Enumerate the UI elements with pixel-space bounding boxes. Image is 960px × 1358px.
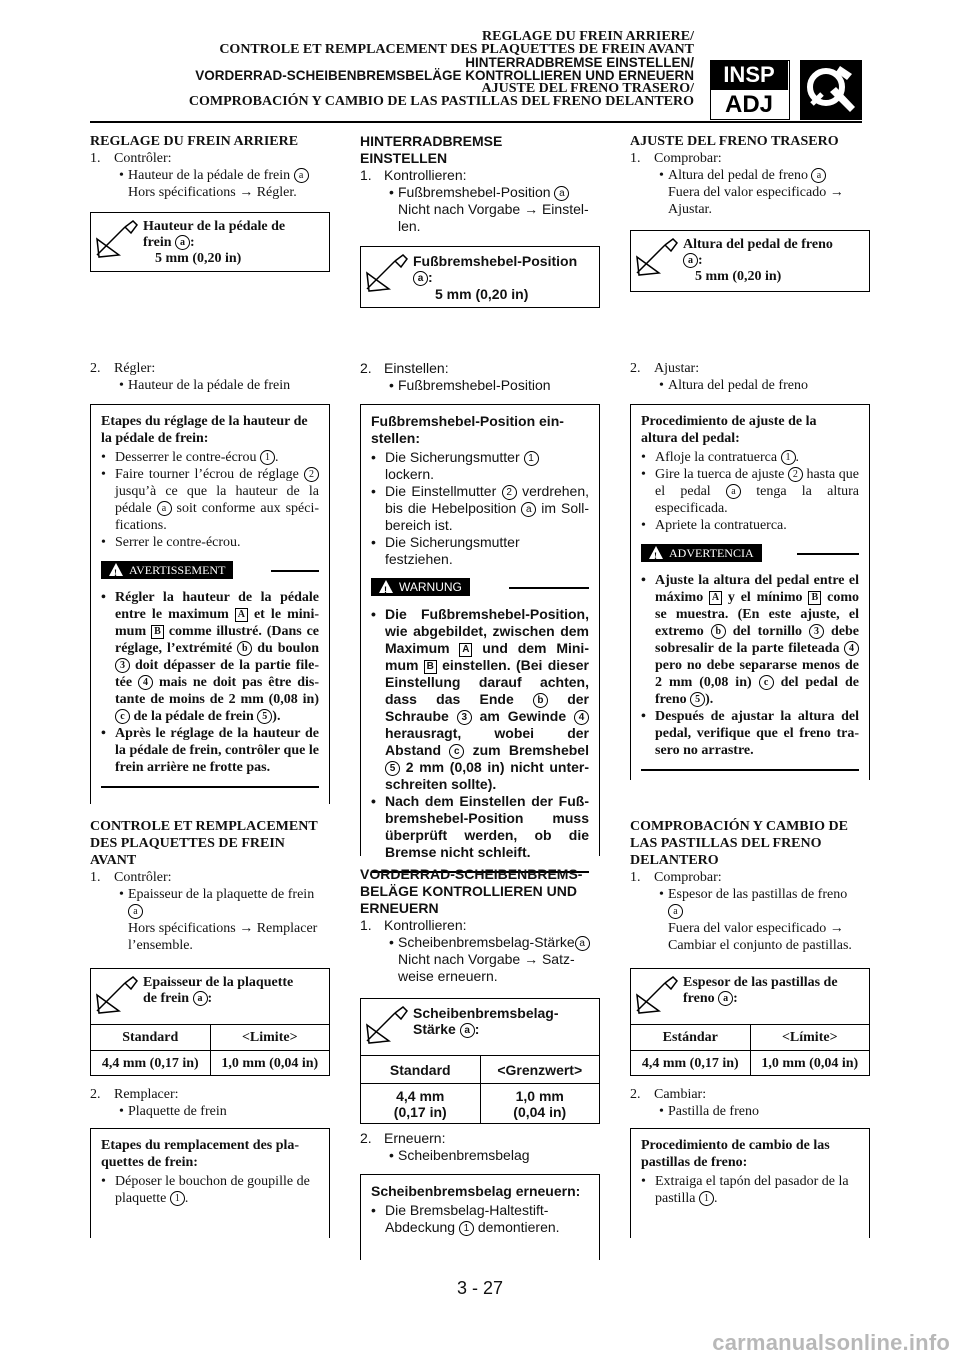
fr-procedure-title: Etapes du réglage de la hauteur de la pédale de frein: bbox=[101, 414, 308, 446]
es-title: AJUSTE DEL FRENO TRASERO bbox=[630, 134, 839, 149]
de-pads-section: VORDERRAD-SCHEIBENBREMS- BELÄGE KONTROLLIEREN UND ERNEUERN 1. Kontrollieren: • Scheibenbremsbelag-Stärke a Nicht nach Vorgabe → Satz- weise erneuern. bbox=[360, 866, 600, 985]
fr-step1-item: Hauteur de la pédale de frein bbox=[128, 168, 291, 183]
de-spec-pedal-position bbox=[360, 246, 600, 308]
fr-title: REGLAGE DU FREIN ARRIERE bbox=[90, 134, 299, 149]
spec-wrench-icon bbox=[635, 237, 679, 277]
column-spanish: AJUSTE DEL FRENO TRASERO 1. Comprobar: • Altura del pedal de freno a Fuera del valor especificado → Ajustar. bbox=[630, 133, 870, 218]
fr-step1: Contrôler: bbox=[114, 151, 172, 166]
es-pads-section: COMPROBACIÓN Y CAMBIO DE LAS PASTILLAS DEL FRENO DELANTERO 1. Comprobar: • Espesor de las pastillas de freno a Fuera del valor especificado → Cambiar el conjunto de pastillas. bbox=[630, 819, 852, 953]
de-spec-pad-thickness: Scheibenbremsbelag- Stärke a : Standard <Grenzwert> 4,4 mm (0,17 in) 1,0 mm (0,04 in) bbox=[360, 998, 600, 1124]
fr-step2-item: Hauteur de la pédale de frein bbox=[128, 378, 291, 393]
column-french bbox=[90, 133, 330, 201]
header-line-1: REGLAGE DU FREIN ARRIERE/ bbox=[482, 29, 694, 44]
section-tab bbox=[710, 60, 790, 120]
de-spec-title: Fußbremshebel-Position a : 5 mm (0,20 in) bbox=[413, 253, 578, 302]
step-number: 2. bbox=[90, 361, 101, 376]
header-line-4: VORDERRAD-SCHEIBENBREMSBELÄGE KONTROLLIEREN UND ERNEUERN bbox=[195, 68, 694, 83]
fr-spec-title: Hauteur de la pédale de frein a : 5 mm (0,20 in) bbox=[143, 219, 286, 266]
fr-proc-step: Desserrer le contre-écrou bbox=[115, 450, 257, 465]
step-number: 1. bbox=[90, 151, 101, 166]
es-spec2-title: Espesor de las pastillas de freno a : bbox=[683, 975, 838, 1006]
fr-pads-section: CONTROLE ET REMPLACEMENT DES PLAQUETTES DE FREIN AVANT 1. Contrôler: • Epaisseur de la plaquette de frein a Hors spécifications → Remplacer l’ensemble. bbox=[90, 818, 330, 954]
fr-spec2-title: Epaisseur de la plaquette de frein a : bbox=[143, 975, 294, 1006]
fr-replace-procedure: Etapes du remplacement des pla- quettes de frein: • Déposer le bouchon de goupille de plaquette 1 . bbox=[90, 1128, 330, 1238]
section-tab-insp: INSP bbox=[710, 60, 788, 89]
fr-step2: Régler: bbox=[114, 361, 156, 376]
de-title: HINTERRADBREMSE bbox=[360, 133, 503, 149]
header-rule bbox=[90, 121, 862, 123]
spec-wrench-icon bbox=[635, 975, 679, 1015]
fr-replace-step: 2. Remplacer: • Plaquette de frein bbox=[90, 1087, 227, 1119]
fr-spec-pad-thickness: Epaisseur de la plaquette de frein a : Standard <Limite> 4,4 mm (0,17 in) 1,0 mm (0,04 in) bbox=[90, 968, 330, 1076]
fr-warning-label: AVERTISSEMENT ! bbox=[101, 559, 319, 583]
header-line-5: AJUSTE DEL FRENO TRASERO/ bbox=[481, 81, 694, 96]
wrench-inspection-icon bbox=[800, 60, 862, 120]
de-replace-step: 2. Erneuern: • Scheibenbremsbelag bbox=[360, 1130, 530, 1163]
header-line-3: HINTERRADBREMSE EINSTELLEN/ bbox=[465, 55, 694, 70]
section-tab-adj: ADJ bbox=[710, 89, 788, 119]
es-spec-pedal-height bbox=[630, 230, 870, 292]
spec-wrench-icon bbox=[365, 1005, 409, 1045]
fr-step1-note: Hors spécifications → Régler. bbox=[128, 185, 297, 200]
callout-a: a bbox=[294, 168, 309, 183]
header-line-6: COMPROBACIÓN Y CAMBIO DE LAS PASTILLAS DEL FRENO DELANTERO bbox=[188, 94, 694, 109]
de-replace-procedure: Scheibenbremsbelag erneuern: • Die Bremsbelag-Haltestift- Abdeckung 1 demontieren. bbox=[360, 1174, 600, 1260]
spec-wrench-icon bbox=[95, 219, 139, 259]
fr-adjust-step: 2. Régler: • Hauteur de la pédale de frein bbox=[90, 361, 291, 393]
es-procedure-box: Procedimiento de ajuste de la altura del pedal: • Afloje la contratuerca 1 . • Gire la tuerca de ajuste 2 hasta que el pedal a tenga la altura especificada. • Apriete la contratuerca. ADVERTENCIA ! • Ajuste la altura del pedal entre el máximo A y el mínimo B como se muestra. (En este ajuste, el extremo b del tornillo 3 debe sobresalir de la parte fileteada 4 pero no debe separarse menos de 2 mm (0,08 in) c del pedal de freno 5 ). • Después de ajustar la altura del pedal, verifique que el freno tra- sero no arrastre. bbox=[630, 404, 870, 780]
spec-wrench-icon bbox=[95, 975, 139, 1015]
de-adjust-step: 2. Einstellen: • Fußbremshebel-Position bbox=[360, 360, 551, 393]
es-adjust-step: 2. Ajustar: • Altura del pedal de freno bbox=[630, 361, 808, 393]
es-replace-procedure: Procedimiento de cambio de las pastillas de freno: • Extraiga el tapón del pasador de la pastilla 1 . bbox=[630, 1128, 870, 1238]
es-warning-label: ADVERTENCIA ! bbox=[641, 542, 859, 566]
fr-spec-pedal-height bbox=[90, 212, 330, 272]
page-number: 3 - 27 bbox=[456, 1278, 504, 1298]
fr-procedure-box: Etapes du réglage de la hauteur de la pédale de frein: • Desserrer le contre-écrou 1 . • Faire tourner l’écrou de réglage 2 jusqu’à ce que la hauteur de la pédale a soit conforme aux spéci- fications. • Serrer le contre-écrou. AVERTISSEMENT ! • Régler la hauteur de la pédale entre le maximum A et le mini- mum B comme illustré. (Dans ce réglage, l’extrémité b du boulon 3 doit dépasser de la partie file- tée 4 mais ne doit pas être dis- tante de moins de 2 mm (0,08 in) c de la pédale de frein 5 ). • Après le réglage de la hauteur de la pédale de frein, contrôler que le frein arrière ne frotte pas. bbox=[90, 404, 330, 804]
fr-spec2-col-standard: Standard bbox=[91, 1025, 211, 1051]
fr-spec-value: 5 mm (0,20 in) bbox=[155, 251, 242, 266]
column-german: HINTERRADBREMSE EINSTELLEN 1. Kontrollieren: • Fußbremshebel-Position a Nicht nach Vorgabe → Einstel- len. bbox=[360, 133, 600, 235]
fr-pads-title: CONTROLE ET REMPLACEMENT bbox=[90, 819, 318, 834]
bullet: • bbox=[119, 168, 124, 183]
es-replace-step: 2. Cambiar: • Pastilla de freno bbox=[630, 1087, 759, 1119]
de-warning-label: WARNUNG ! bbox=[371, 576, 589, 600]
fr-spec2-col-limit: <Limite> bbox=[241, 1030, 298, 1045]
de-procedure-box: Fußbremshebel-Position ein- stellen: • Die Sicherungsmutter 1 lockern. • Die Einstellmutter 2 verdrehen, bis die Hebelposition a im Soll- bereich ist. • Die Sicherungsmutter festziehen. WARNUNG ! • Die Fußbremshebel-Position, wie abgebildet, zwischen dem Maximum A und dem Mini- mum B einstellen. (Bei dieser Einstellung darauf achten, dass das Ende b der Schraube 3 am Gewinde 4 herausragt, wobei der Abstand c zum Bremshebel 5 2 mm (0,08 in) nicht unter- schreiten sollte). • Nach dem Einstellen der Fuß- bremshebel-Position muss überprüft werden, ob die Bremse nicht schleift. bbox=[360, 404, 600, 856]
spec-wrench-icon bbox=[365, 253, 409, 293]
watermark: carmanualsonline.info bbox=[712, 1330, 950, 1355]
header-line-2: CONTROLE ET REMPLACEMENT DES PLAQUETTES DE FREIN AVANT bbox=[219, 42, 694, 57]
es-spec-title: Altura del pedal de freno a : 5 mm (0,20 in) bbox=[683, 237, 833, 284]
es-spec-pad-thickness: Espesor de las pastillas de freno a : Estándar <Límite> 4,4 mm (0,17 in) 1,0 mm (0,04 in) bbox=[630, 968, 870, 1076]
de-spec2-title: Scheibenbremsbelag- Stärke a : bbox=[413, 1005, 559, 1037]
